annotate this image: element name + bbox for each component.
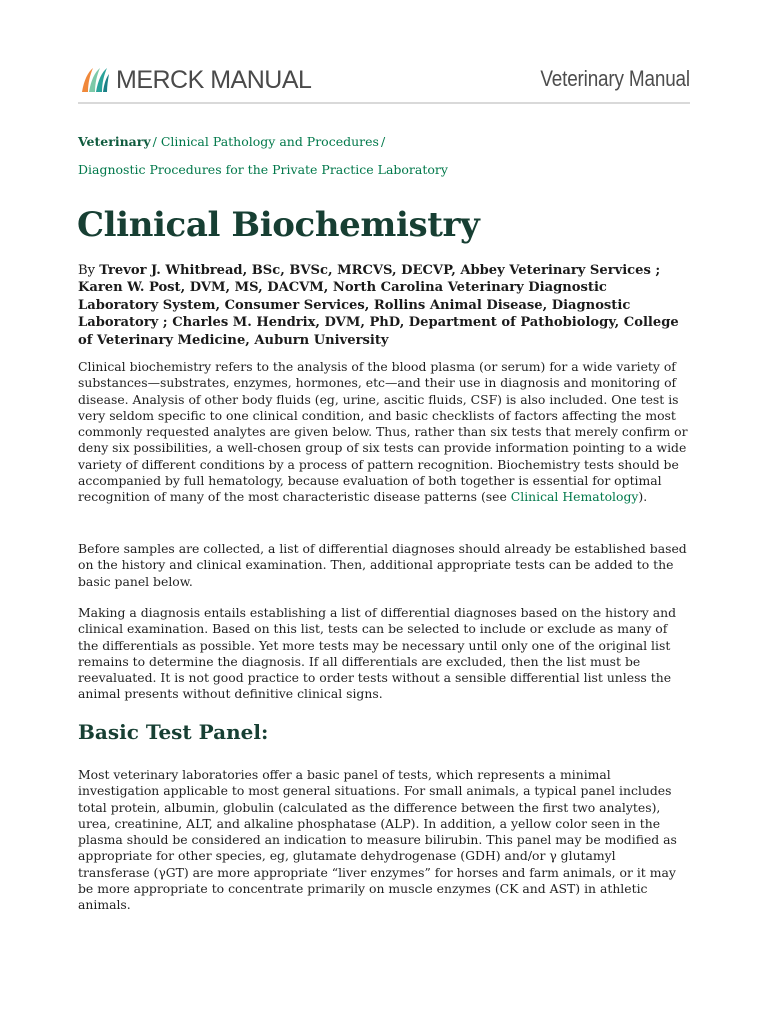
logo-text: MERCK MANUAL	[116, 65, 312, 94]
breadcrumb-line-1	[78, 128, 690, 156]
breadcrumb-separator: /	[380, 134, 386, 149]
paragraph-intro-end: ).	[638, 489, 648, 505]
clinical-hematology-link[interactable]: Clinical Hematology	[510, 489, 639, 505]
section-title[interactable]: Veterinary Manual	[540, 66, 690, 91]
paragraph-diagnosis: Making a diagnosis entails establishing a list of differential diagnoses based on the history and clinical examination. Based on this list, tests can be selected to include or exclude as many of the differentials as possible. Yet more tests may be necessary until only one of the original list remains to determine the diagnosis. If all differentials are excluded, then the list must be reevaluated. It is not good practice to order tests without a sensible differential list unless the animal presents without definitive clinical signs.	[78, 605, 677, 702]
page-title: Clinical Biochemistry	[77, 205, 480, 245]
section-heading-basic-test-panel: Basic Test Panel:	[78, 720, 269, 744]
breadcrumb-clinical-pathology[interactable]: Clinical Pathology and Procedures	[160, 134, 379, 149]
paragraph-intro-text: Clinical biochemistry refers to the analysis of the blood plasma (or serum) for a wide variety of substances—substrates, enzymes, hormones, etc—and their use in diagnosis and monitoring of disease. Analysis of other body fluids (eg, urine, ascitic fluids, CSF) is also included. One test is very seldom specific to one clinical condition, and basic checklists of factors affecting the most commonly requested analytes are given below. Thus, rather than six tests that merely confirm or deny six possibilities, a well-chosen group of six tests can provide information pointing to a wide variety of different conditions by a process of pattern recognition. Biochemistry tests should be accompanied by full hematology, because evaluation of both together is essential for optimal recognition of many of the most characteristic disease patterns (see	[78, 359, 688, 505]
breadcrumb	[78, 128, 690, 184]
merck-manual-logo[interactable]	[78, 62, 311, 98]
paragraph-samples: Before samples are collected, a list of differential diagnoses should already be established based on the history and clinical examination. Then, additional appropriate tests can be added to the basic panel below.	[78, 541, 687, 589]
breadcrumb-diagnostic-procedures[interactable]: Diagnostic Procedures for the Private Practice Laboratory	[78, 162, 448, 177]
author-byline	[78, 262, 690, 349]
paragraph-intro	[78, 359, 690, 506]
merck-manual-logo-icon	[78, 62, 114, 98]
by-label: By	[78, 263, 96, 278]
breadcrumb-separator: /	[152, 134, 157, 149]
breadcrumb-line-2	[78, 156, 690, 184]
site-header	[78, 62, 690, 104]
breadcrumb-veterinary[interactable]: Veterinary	[78, 134, 151, 149]
author-list: Trevor J. Whitbread, BSc, BVSc, MRCVS, DECVP, Abbey Veterinary Services ; Karen W. Post, DVM, MS, DACVM, North Carolina Veterinary Diagnostic Laboratory System, Consumer Services, Rollins Animal Disease, Diagnostic Laboratory ; Charles M. Hendrix, DVM, PhD, Department of Pathobiology, College of Veterinary Medicine, Auburn University	[78, 263, 679, 348]
paragraph-basic-panel: Most veterinary laboratories offer a basic panel of tests, which represents a minimal investigation applicable to most general situations. For small animals, a typical panel includes total protein, albumin, globulin (calculated as the difference between the first two analytes), urea, creatinine, ALT, and alkaline phosphatase (ALP). In addition, a yellow color seen in the plasma should be considered an indication to measure bilirubin. This panel may be modified as appropriate for other species, eg, glutamate dehydrogenase (GDH) and/or γ glutamyl transferase (γGT) are more appropriate “liver enzymes” for horses and farm animals, or it may be more appropriate to concentrate primarily on muscle enzymes (CK and AST) in athletic animals.	[78, 767, 677, 913]
